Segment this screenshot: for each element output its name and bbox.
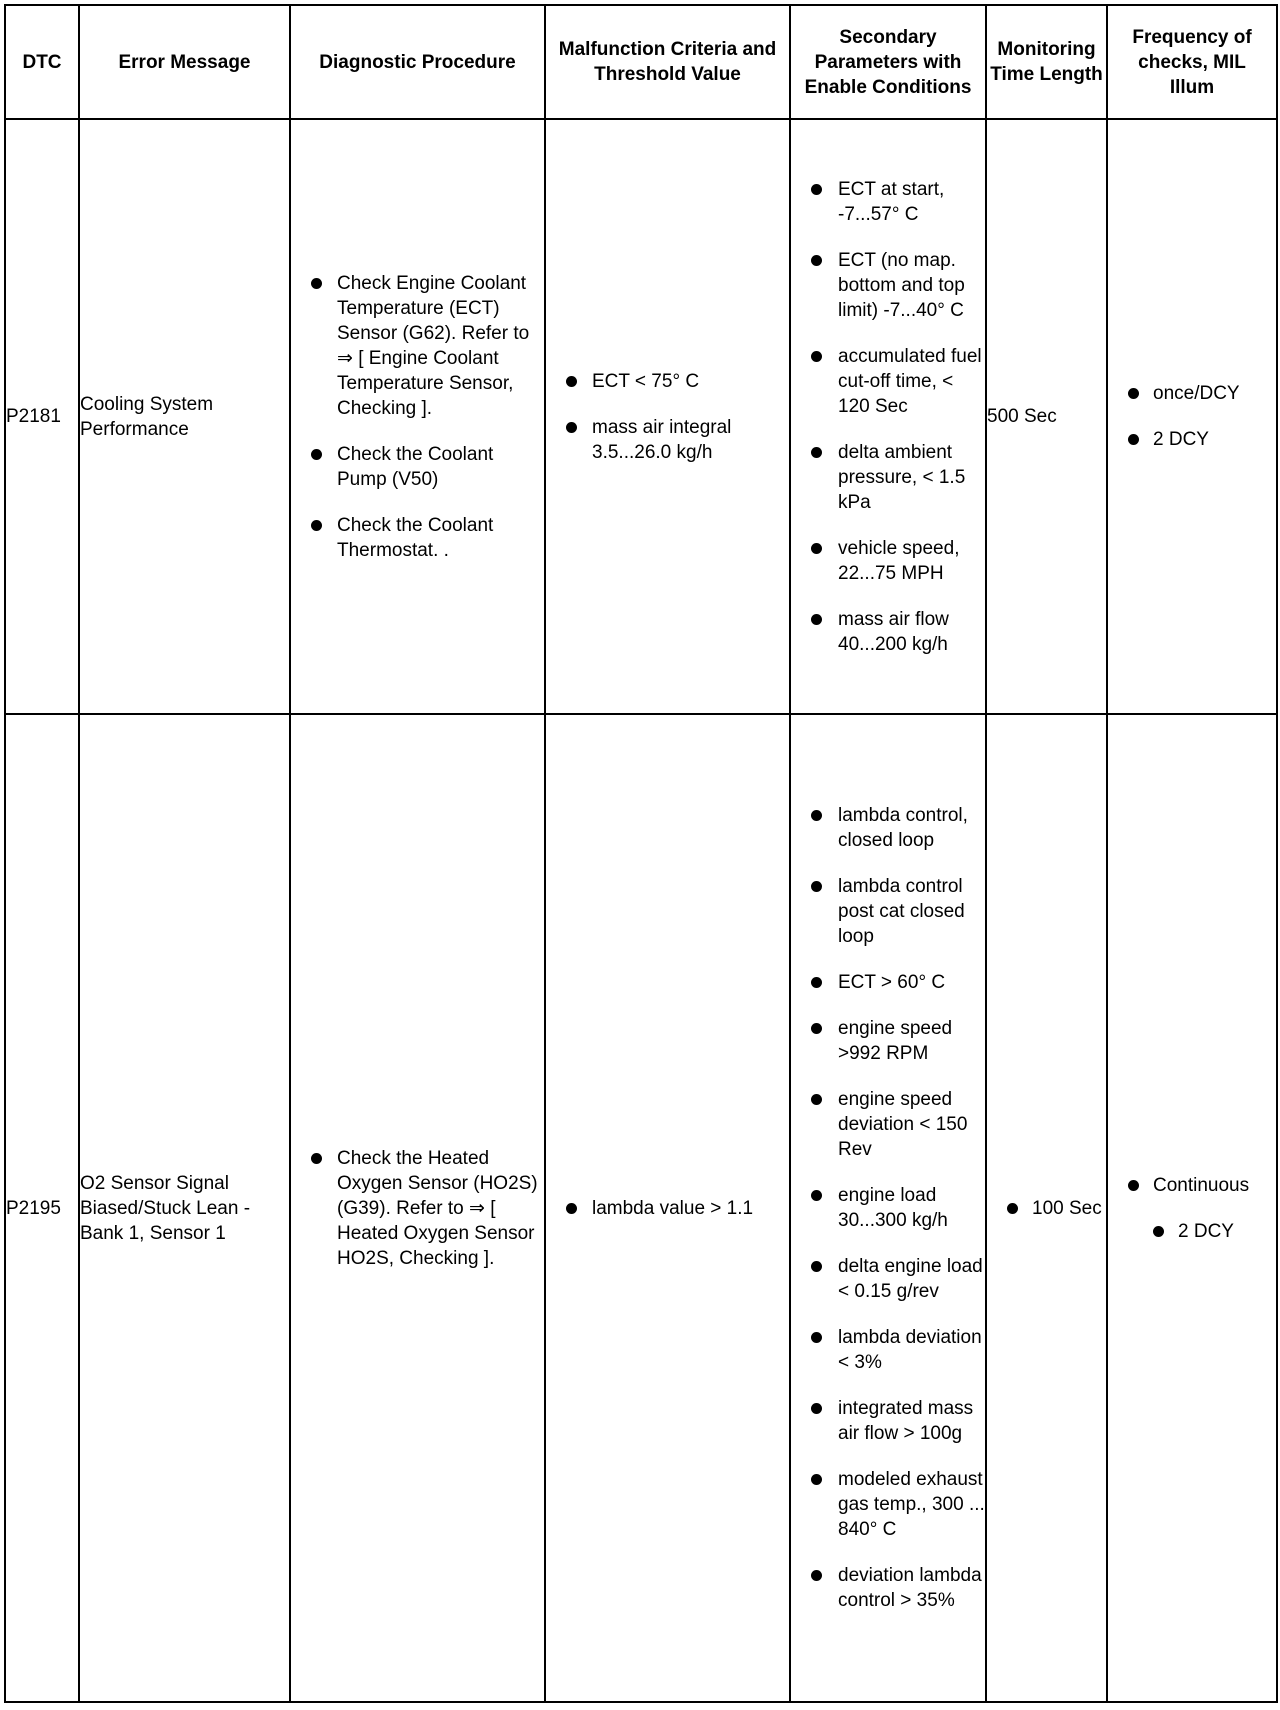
- header-malfunction-criteria: Malfunction Criteria and Threshold Value: [545, 5, 790, 119]
- malfunction-list: [546, 1196, 789, 1221]
- list-item: deviation lambda control > 35%: [791, 1563, 985, 1613]
- diagnostic-list: [291, 1146, 544, 1271]
- table-row: [5, 714, 1277, 1702]
- error-message: O2 Sensor Signal Biased/Stuck Lean - Bank 1, Sensor 1: [79, 714, 290, 1702]
- header-monitoring-time: Monitoring Time Length: [986, 5, 1107, 119]
- list-item: Check the Coolant Pump (V50): [291, 442, 544, 492]
- list-item: delta ambient pressure, < 1.5 kPa: [791, 440, 985, 515]
- diagnostic-list: [291, 271, 544, 563]
- list-item: Check the Coolant Thermostat. .: [291, 513, 544, 563]
- diagnostic-procedure: [290, 714, 545, 1702]
- list-item: integrated mass air flow > 100g: [791, 1396, 985, 1446]
- list-item: engine speed >992 RPM: [791, 1016, 985, 1066]
- list-item: delta engine load < 0.15 g/rev: [791, 1254, 985, 1304]
- list-item: engine speed deviation < 150 Rev: [791, 1087, 985, 1162]
- frequency-list: [1108, 381, 1276, 452]
- header-row: [5, 5, 1277, 119]
- frequency-list: [1108, 1173, 1276, 1244]
- table-row: [5, 119, 1277, 714]
- secondary-parameters: [790, 714, 986, 1702]
- malfunction-criteria: [545, 119, 790, 714]
- list-item: Check Engine Coolant Temperature (ECT) Sensor (G62). Refer to ⇒ [ Engine Coolant Temperature Sensor, Checking ].: [291, 271, 544, 421]
- list-item: lambda control post cat closed loop: [791, 874, 985, 949]
- list-item: Check the Heated Oxygen Sensor (HO2S) (G39). Refer to ⇒ [ Heated Oxygen Sensor HO2S, Checking ].: [291, 1146, 544, 1271]
- header-dtc: DTC: [5, 5, 79, 119]
- dtc-code: P2181: [5, 119, 79, 714]
- monitoring-list: [987, 1196, 1106, 1221]
- secondary-list: [791, 803, 985, 1613]
- list-item: ECT > 60° C: [791, 970, 985, 995]
- dtc-code: P2195: [5, 714, 79, 1702]
- malfunction-list: [546, 369, 789, 465]
- list-item: mass air flow 40...200 kg/h: [791, 607, 985, 657]
- header-frequency: Frequency of checks, MIL Illum: [1107, 5, 1277, 119]
- list-item: ECT (no map. bottom and top limit) -7...40° C: [791, 248, 985, 323]
- monitoring-time: 500 Sec: [986, 119, 1107, 714]
- malfunction-criteria: [545, 714, 790, 1702]
- header-secondary-parameters: Secondary Parameters with Enable Conditions: [790, 5, 986, 119]
- list-item: Continuous: [1108, 1173, 1276, 1198]
- list-item: 2 DCY: [1108, 1219, 1276, 1244]
- list-item: accumulated fuel cut-off time, < 120 Sec: [791, 344, 985, 419]
- dtc-table: [4, 4, 1278, 1703]
- header-error-message: Error Message: [79, 5, 290, 119]
- list-item: lambda value > 1.1: [546, 1196, 789, 1221]
- list-item: lambda deviation < 3%: [791, 1325, 985, 1375]
- header-diagnostic-procedure: Diagnostic Procedure: [290, 5, 545, 119]
- secondary-list: [791, 177, 985, 657]
- list-item: modeled exhaust gas temp., 300 ... 840° C: [791, 1467, 985, 1542]
- list-item: lambda control, closed loop: [791, 803, 985, 853]
- list-item: vehicle speed, 22...75 MPH: [791, 536, 985, 586]
- list-item: mass air integral 3.5...26.0 kg/h: [546, 415, 789, 465]
- monitoring-time: [986, 714, 1107, 1702]
- error-message: Cooling System Performance: [79, 119, 290, 714]
- list-item: ECT at start, -7...57° C: [791, 177, 985, 227]
- frequency-checks: [1107, 119, 1277, 714]
- list-item: 100 Sec: [987, 1196, 1106, 1221]
- diagnostic-procedure: [290, 119, 545, 714]
- frequency-checks: [1107, 714, 1277, 1702]
- list-item: ECT < 75° C: [546, 369, 789, 394]
- list-item: 2 DCY: [1108, 427, 1276, 452]
- list-item: once/DCY: [1108, 381, 1276, 406]
- secondary-parameters: [790, 119, 986, 714]
- list-item: engine load 30...300 kg/h: [791, 1183, 985, 1233]
